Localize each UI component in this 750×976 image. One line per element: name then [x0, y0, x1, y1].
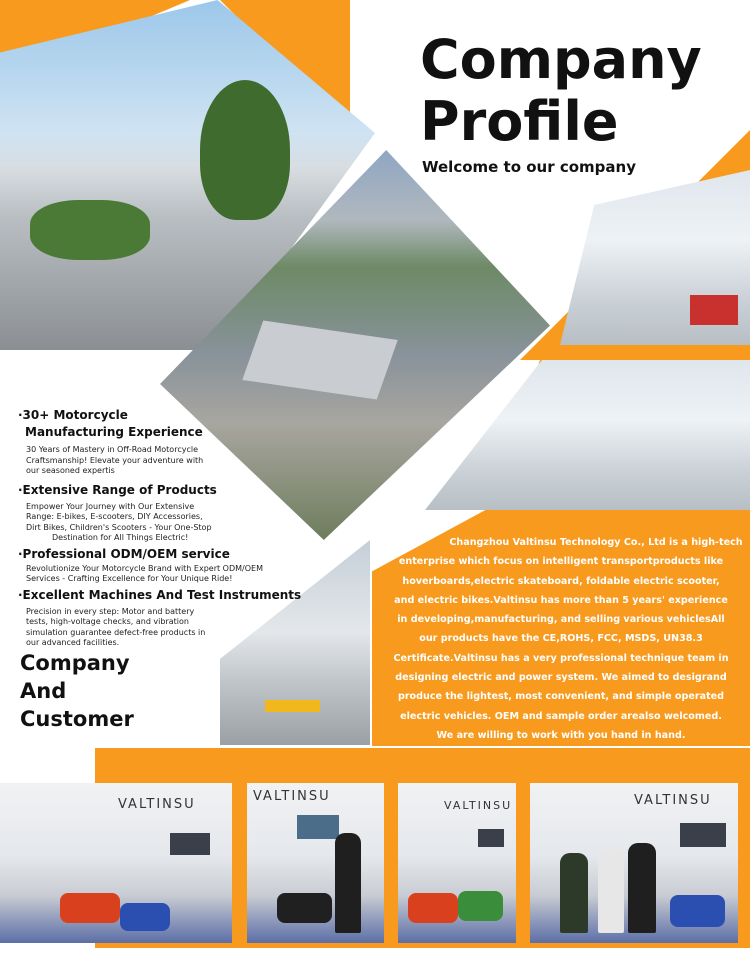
description-line: and electric bikes.Valtinsu has more than 5 years' experience: [394, 594, 728, 606]
booth-brand-sign: VALTINSU: [634, 793, 712, 808]
booth-brand-sign: VALTINSU: [253, 789, 331, 804]
description-line: enterprise which focus on intelligent transportproducts like: [398, 556, 724, 568]
motorbike: [408, 893, 458, 923]
feature-1-desc-line: our seasoned expertis: [26, 466, 115, 475]
company-description: [378, 533, 744, 745]
booth-tv: [478, 829, 504, 847]
feature-list: [18, 408, 318, 649]
pallet-jack: [265, 700, 320, 712]
feature-4-desc-line: tests, high-voltage checks, and vibration: [26, 617, 189, 626]
feature-2-desc-line: Destination for All Things Electric!: [52, 533, 189, 542]
booth-brand-sign: VALTINSU: [118, 797, 196, 812]
feature-3-desc: [26, 564, 318, 585]
page-title-line2: Profile: [420, 90, 619, 153]
description-line: in developing,manufacturing, and selling various vehiclesAll: [397, 614, 725, 626]
feature-2: [18, 483, 318, 544]
description-line: Certificate.Valtinsu has a very professional technique team in: [393, 652, 729, 664]
section-heading-line2: And: [20, 679, 67, 703]
description-line: our products have the CE,ROHS, FCC, MSDS, UN38.3: [419, 633, 703, 645]
motorbike: [670, 895, 725, 927]
feature-4-title: ·Excellent Machines And Test Instruments: [18, 587, 302, 602]
booth-tv: [297, 815, 339, 839]
trade-show-photo-3: [398, 783, 516, 943]
trade-show-photo-4: [530, 783, 738, 943]
tree-shape-2: [30, 200, 150, 260]
page-subtitle: Welcome to our company: [422, 158, 636, 176]
description-line: Changzhou Valtinsu Technology Co., Ltd is a high-tech: [449, 537, 743, 548]
tree-shape: [200, 80, 290, 220]
feature-2-desc-line: Empower Your Journey with Our Extensive: [26, 501, 195, 511]
feature-3-desc-line: Revolutionize Your Motorcycle Brand with Expert ODM/OEM: [26, 563, 263, 573]
person: [560, 853, 588, 933]
person: [335, 833, 361, 933]
feature-3-title: ·Professional ODM/OEM service: [18, 546, 230, 561]
section-heading-line1: Company: [20, 651, 130, 675]
trade-show-photo-1: [0, 783, 232, 943]
red-cart: [690, 295, 738, 325]
booth-tv: [680, 823, 726, 847]
motorbike: [277, 893, 332, 923]
feature-2-title: ·Extensive Range of Products: [18, 482, 217, 497]
feature-2-desc: [26, 502, 318, 544]
motorbike: [458, 891, 503, 921]
trade-show-photo-2: [247, 783, 384, 943]
description-line: produce the lightest, most convenient, and simple operated: [397, 691, 725, 703]
description-line: We are willing to work with you hand in hand.: [436, 729, 686, 741]
booth-brand-sign: VALTINSU: [444, 799, 513, 812]
booth-tv: [170, 833, 210, 855]
person: [598, 849, 624, 933]
feature-2-desc-line: Range: E-bikes, E-scooters, DIY Accessories,: [26, 512, 203, 521]
feature-1-desc-line: 30 Years of Mastery in Off-Road Motorcycle: [26, 445, 198, 454]
description-line: electric vehicles. OEM and sample order arealso welcomed.: [400, 710, 722, 722]
description-line: hoverboards,electric skateboard, foldable electric scooter,: [402, 575, 720, 587]
person: [628, 843, 656, 933]
feature-4-desc: [26, 607, 318, 649]
feature-1-title: ·30+ Motorcycle: [18, 408, 128, 422]
motorbike: [120, 903, 170, 931]
feature-3-desc-line: Services - Crafting Excellence for Your Unique Ride!: [26, 574, 233, 583]
feature-2-desc-line: Dirt Bikes, Children's Scooters - Your One-Stop: [26, 522, 212, 532]
feature-4-desc-line: Precision in every step: Motor and battery: [26, 606, 195, 616]
feature-1-desc-line: Craftsmanship! Elevate your adventure with: [26, 455, 204, 465]
page-title-line1: Company: [420, 28, 702, 91]
section-heading-line3: Customer: [20, 707, 134, 731]
feature-4: [18, 588, 318, 649]
feature-4-desc-line: our advanced facilities.: [26, 638, 120, 647]
feature-1: [18, 408, 318, 477]
feature-1-desc: [26, 445, 318, 477]
feature-1-title-line2: Manufacturing Experience: [25, 425, 203, 439]
feature-4-desc-line: simulation guarantee defect-free products in: [26, 627, 206, 637]
motorbike: [60, 893, 120, 923]
feature-3: [18, 547, 318, 585]
description-line: designing electric and power system. We aimed to desigrand: [395, 672, 727, 684]
